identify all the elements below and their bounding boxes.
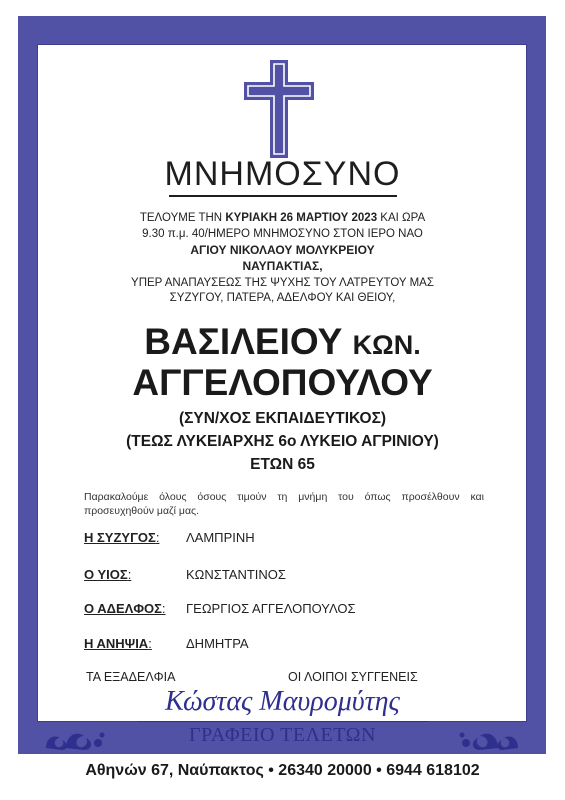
- church-name: ΑΓΙΟΥ ΝΙΚΟΛΑΟΥ ΜΟΛΥΚΡΕΙΟΥ: [190, 243, 375, 257]
- page-title: ΜΝΗΜΟΣΥΝΟ: [164, 155, 401, 193]
- logo-divider: [138, 721, 428, 722]
- announcement-line-1: [0, 211, 565, 226]
- deceased-patronymic: ΚΩΝ.: [352, 330, 421, 360]
- relative-value-spouse: ΛΑΜΠΡΙΝΗ: [186, 530, 255, 545]
- deceased-role-1: (ΣΥΝ/ΧΟΣ ΕΚΠΑΙΔΕΥΤΙΚΟΣ): [178, 410, 387, 427]
- relative-colon: :: [161, 601, 166, 616]
- church-location: ΝΑΥΠΑΚΤΙΑΣ,: [242, 259, 323, 273]
- memorial-date: ΚΥΡΙΑΚΗ 26 ΜΑΡΤΙΟΥ 2023: [225, 212, 378, 224]
- deceased-first-line: [0, 322, 565, 365]
- cross-icon: [244, 60, 314, 158]
- relative-label-text: Ο ΑΔΕΛΦΟΣ: [84, 601, 162, 616]
- announcement-text: ΚΑΙ ΩΡΑ: [377, 212, 426, 224]
- relative-label-brother: [84, 601, 166, 616]
- relative-colon: :: [148, 636, 152, 651]
- relative-value-son: ΚΩΝΣΤΑΝΤΙΝΟΣ: [186, 567, 286, 582]
- ornament-icon: [44, 724, 106, 750]
- relative-label-text: Η ΣΥΖΥΓΟΣ: [84, 530, 156, 545]
- funeral-home-name: Κώστας Μαυρομύτης: [165, 686, 400, 717]
- deceased-name: ΑΓΓΕΛΟΠΟΥΛΟΥ: [132, 362, 433, 403]
- deceased-surname: ΒΑΣΙΛΕΙΟΥ: [144, 321, 343, 362]
- cousins-label: ΤΑ ΕΞΑΔΕΛΦΙΑ: [86, 670, 176, 684]
- deceased-role-2: (ΤΕΩΣ ΛΥΚΕΙΑΡΧΗΣ 6ο ΛΥΚΕΙΟ ΑΓΡΙΝΙΟΥ): [126, 433, 439, 450]
- relative-label-text: Η ΑΝΗΨΙΑ: [84, 636, 149, 651]
- relative-colon: :: [127, 567, 132, 582]
- relative-colon: :: [155, 530, 160, 545]
- other-relatives-label: ΟΙ ΛΟΙΠΟΙ ΣΥΓΓΕΝΕΙΣ: [288, 670, 418, 684]
- title-underline: [169, 195, 397, 197]
- relative-label-niece: [84, 636, 152, 651]
- announcement-line-5: ΥΠΕΡ ΑΝΑΠΑΥΣΕΩΣ ΤΗΣ ΨΥΧΗΣ ΤΟΥ ΛΑΤΡΕΥΤΟΥ ΜΑΣ: [131, 277, 434, 289]
- relative-value-niece: ΔΗΜΗΤΡΑ: [186, 636, 249, 651]
- relative-label-son: [84, 567, 131, 582]
- relative-value-brother: ΓΕΩΡΓΙΟΣ ΑΓΓΕΛΟΠΟΥΛΟΣ: [186, 601, 356, 616]
- footer-contact: Αθηνών 67, Ναύπακτος • 26340 20000 • 6944 618102: [85, 762, 480, 779]
- funeral-home-subtitle: ΓΡΑΦΕΙΟ ΤΕΛΕΤΩΝ: [189, 724, 376, 746]
- deceased-age: ΕΤΩΝ 65: [250, 456, 315, 473]
- invitation-text: Παρακαλούμε όλους όσους τιμούν τη μνήμη του όπως προσέλθουν και προσευχηθούν μαζί μας.: [84, 491, 484, 517]
- announcement-line-6: ΣΥΖΥΓΟΥ, ΠΑΤΕΡΑ, ΑΔΕΛΦΟΥ ΚΑΙ ΘΕΙΟΥ,: [169, 292, 396, 304]
- announcement-line-2: 9.30 π.μ. 40/ΗΜΕΡΟ ΜΝΗΜΟΣΥΝΟ ΣΤΟΝ ΙΕΡΟ ΝΑΟ: [142, 228, 423, 240]
- relative-label-spouse: [84, 530, 159, 545]
- announcement-text: ΤΕΛΟΥΜΕ ΤΗΝ: [139, 212, 226, 224]
- ornament-icon: [458, 724, 520, 750]
- relative-label-text: Ο ΥΙΟΣ: [84, 567, 128, 582]
